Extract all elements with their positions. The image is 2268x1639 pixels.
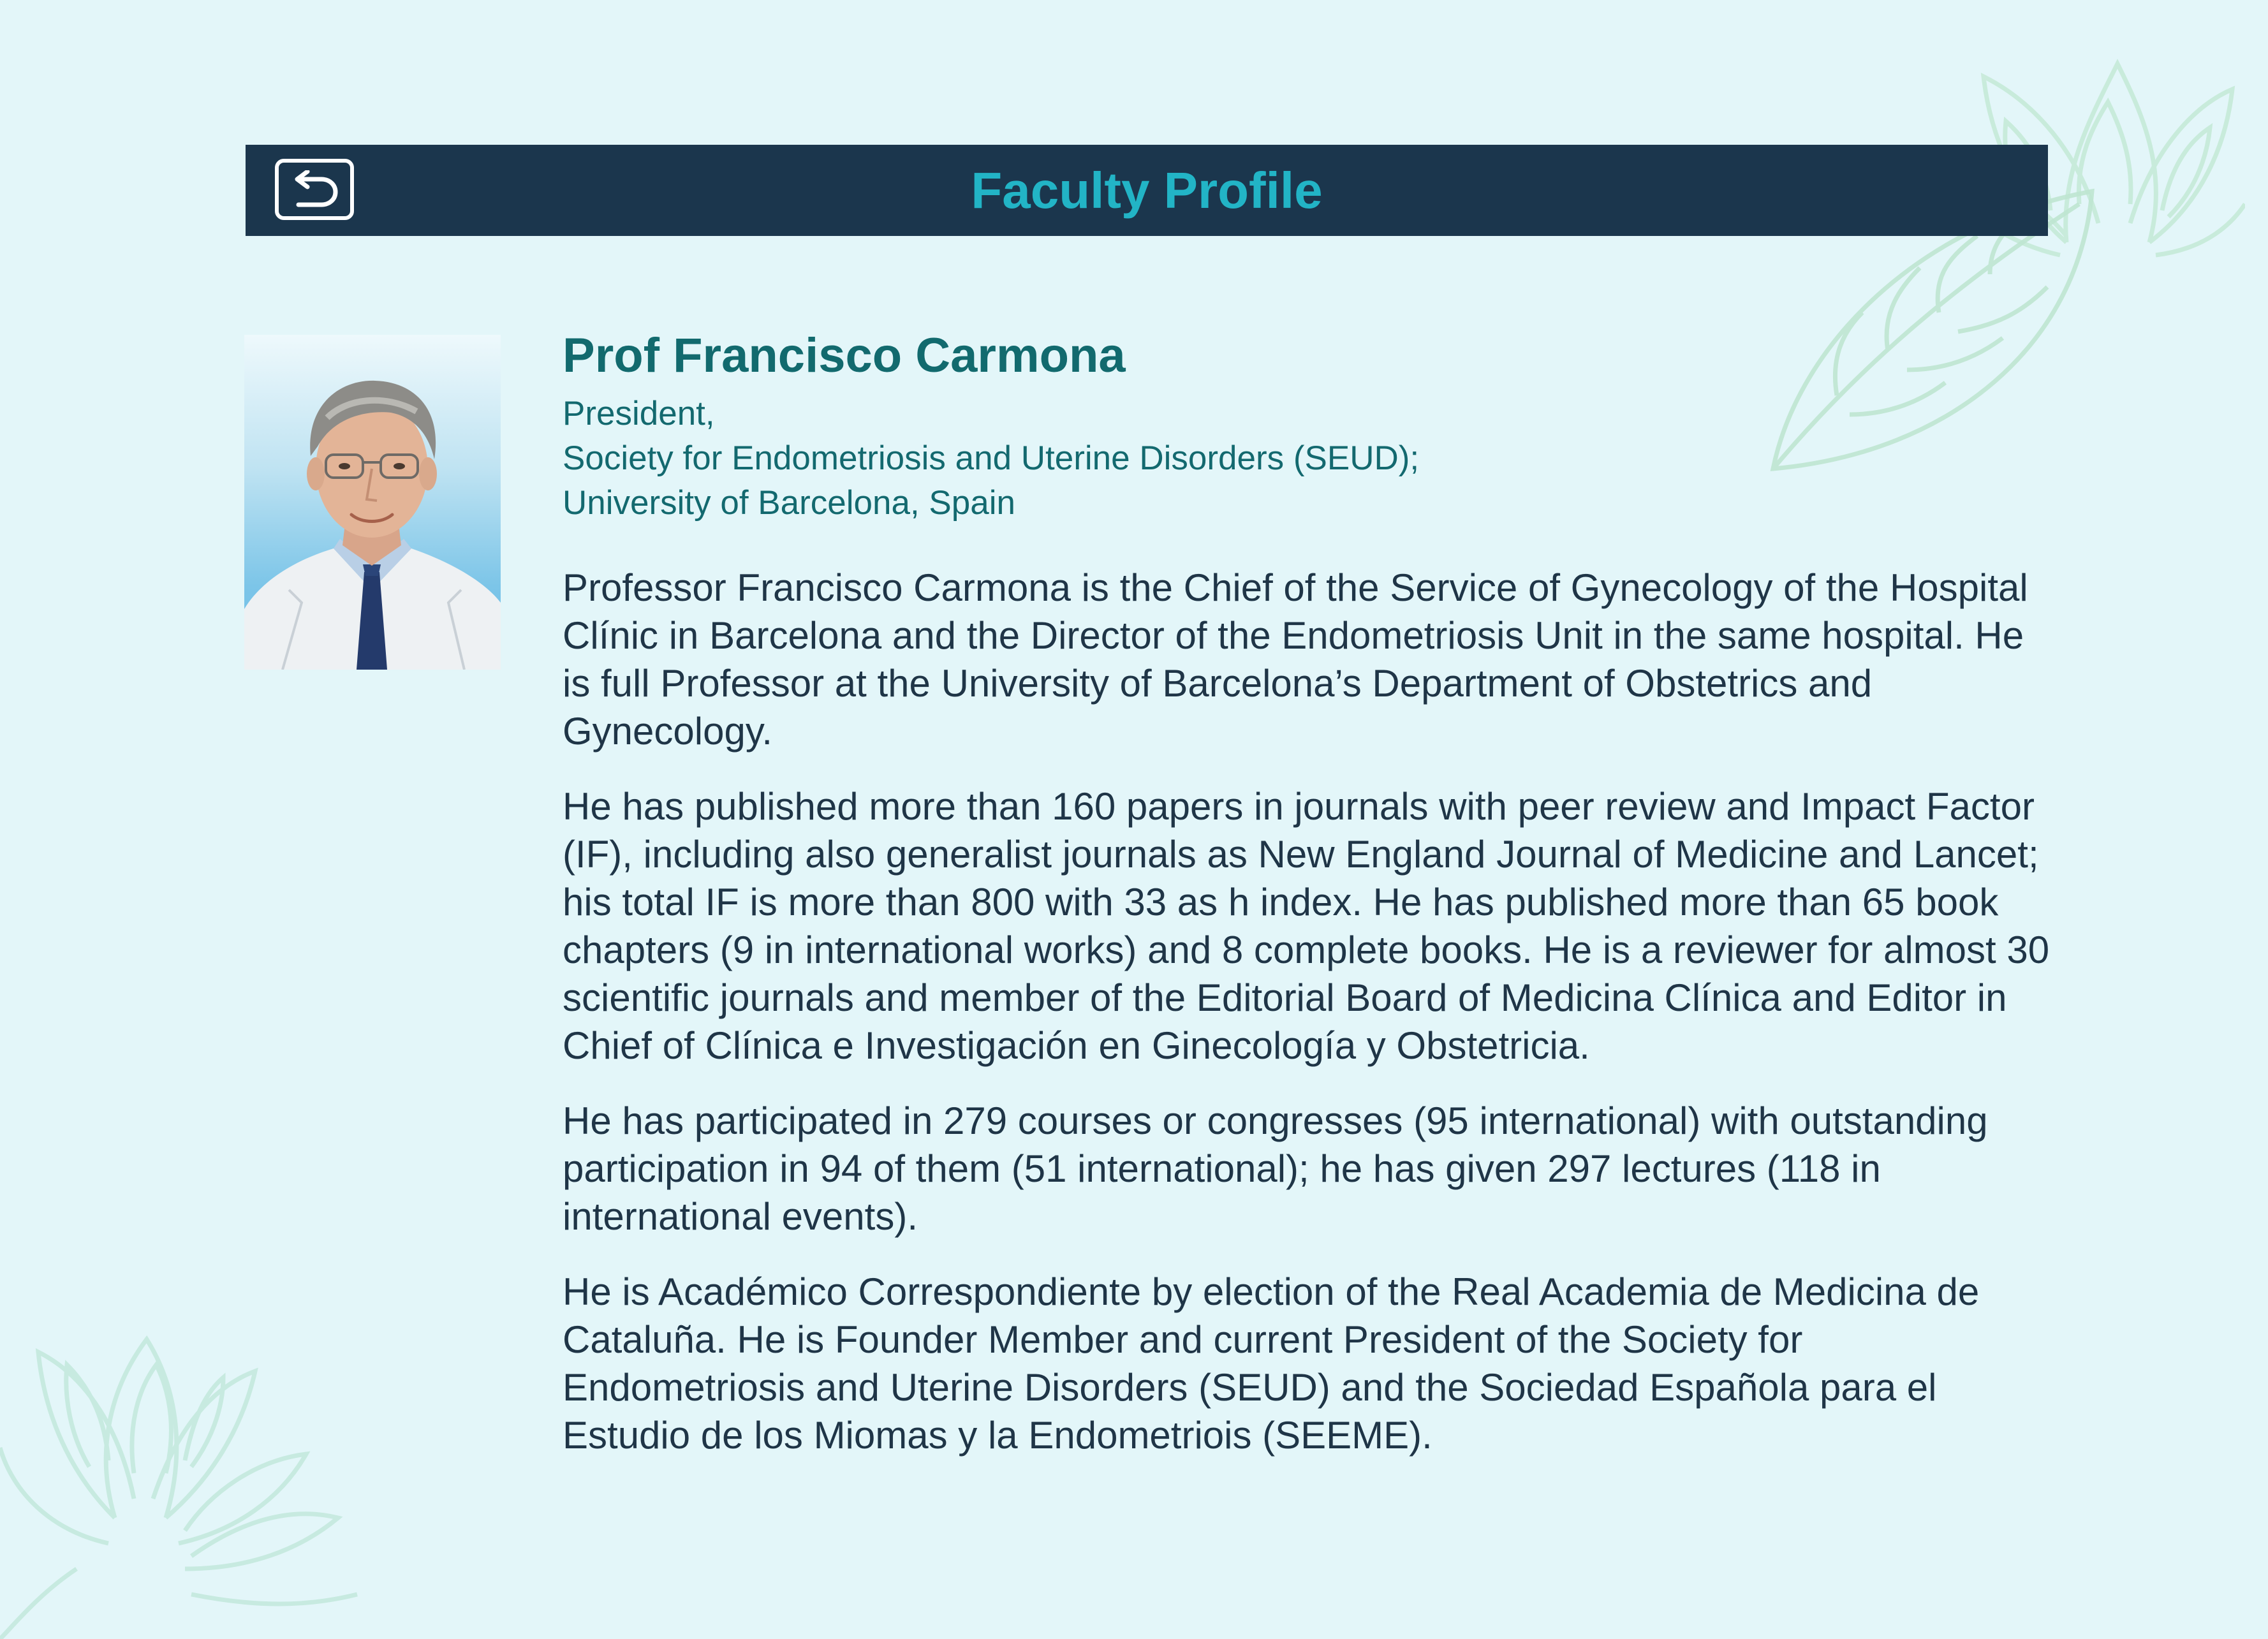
affiliation-line: President, bbox=[563, 395, 715, 432]
bio-paragraph bbox=[563, 783, 2093, 1069]
bio-line: Gynecology. bbox=[563, 710, 773, 753]
bio-line: is full Professor at the University of Barcelona’s Department of Obstetrics and bbox=[563, 662, 1873, 705]
affiliation-line: University of Barcelona, Spain bbox=[563, 484, 1015, 522]
affiliation bbox=[563, 392, 2093, 526]
bio-line: (IF), including also generalist journals as New England Journal of Medicine and Lancet; bbox=[563, 833, 2039, 876]
bio-line: Chief of Clínica e Investigación en Ginecología y Obstetricia. bbox=[563, 1024, 1590, 1067]
faculty-name: Prof Francisco Carmona bbox=[563, 328, 1126, 383]
header-bar bbox=[246, 145, 2048, 236]
bio-paragraph bbox=[563, 1097, 2093, 1240]
bio-paragraph bbox=[563, 564, 2093, 755]
bio-line: Endometriosis and Uterine Disorders (SEUD) and the Sociedad Española para el bbox=[563, 1366, 1937, 1409]
bio-line: He is Académico Correspondiente by election of the Real Academia de Medicina de bbox=[563, 1270, 1980, 1313]
bio-line: Professor Francisco Carmona is the Chief of the Service of Gynecology of the Hospital bbox=[563, 566, 2028, 609]
bio-line: Clínic in Barcelona and the Director of the Endometriosis Unit in the same hospital. He bbox=[563, 614, 2024, 657]
profile-content bbox=[563, 325, 2093, 1487]
bio-line: scientific journals and member of the Editorial Board of Medicina Clínica and Editor in bbox=[563, 976, 2007, 1019]
flower-decoration-icon bbox=[0, 1186, 434, 1639]
page-title: Faculty Profile bbox=[971, 161, 1323, 219]
biography bbox=[563, 564, 2093, 1459]
affiliation-line: Society for Endometriosis and Uterine Disorders (SEUD); bbox=[563, 439, 1420, 477]
bio-line: his total IF is more than 800 with 33 as h index. He has published more than 65 book bbox=[563, 881, 1999, 923]
bio-line: He has published more than 160 papers in journals with peer review and Impact Factor bbox=[563, 785, 2035, 828]
bio-line: He has participated in 279 courses or congresses (95 international) with outstanding bbox=[563, 1099, 1988, 1142]
bio-line: participation in 94 of them (51 international); he has given 297 lectures (118 in bbox=[563, 1147, 1881, 1190]
bio-line: international events). bbox=[563, 1195, 918, 1238]
bio-line: Cataluña. He is Founder Member and current President of the Society for bbox=[563, 1318, 1803, 1361]
bio-line: Estudio de los Miomas y la Endometriois (SEEME). bbox=[563, 1414, 1432, 1457]
faculty-portrait bbox=[244, 335, 501, 670]
bio-line: chapters (9 in international works) and 8 complete books. He is a reviewer for almost 30 bbox=[563, 929, 2050, 971]
bio-paragraph bbox=[563, 1268, 2093, 1459]
